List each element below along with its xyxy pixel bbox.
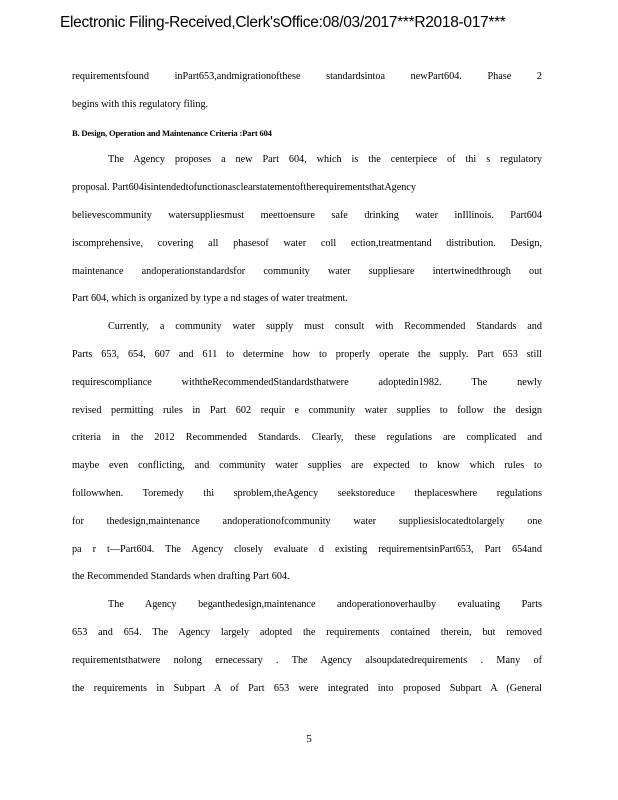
text-line: begins with this regulatory filing. xyxy=(72,98,209,110)
page-number: 5 xyxy=(306,733,312,745)
text-line: proposal. Part604isintendedtofunctionasclearstatementoftherequirementsthatAgency xyxy=(72,182,417,194)
text-line: followwhen. Toremedy thi sproblem,theAgency seekstoreduce theplaceswhere regulations xyxy=(72,487,542,499)
text-line: The Agency beganthedesign,maintenance andoperationoverhaulby evaluating Parts xyxy=(108,599,542,611)
text-line: The Agency proposes a new Part 604, which is the centerpiece of thi s regulatory xyxy=(108,154,542,166)
text-line: requirescompliance withtheRecommendedStandardsthatwere adoptedin1982. The newly xyxy=(72,376,542,388)
text-line: requirementsfound inPart653,andmigrationofthese standardsintoa newPart604. Phase 2 xyxy=(72,71,542,82)
document-body xyxy=(72,70,542,709)
section-heading: B. Design, Operation and Maintenance Criteria :Part 604 xyxy=(72,127,272,138)
text-line: Parts 653, 654, 607 and 611 to determine how to properly operate the supply. Part 653 still xyxy=(72,348,542,360)
text-line: iscomprehensive, covering all phasesof water coll ection,treatmentand distribution. Design, xyxy=(72,237,542,249)
text-line: believescommunity watersuppliesmust meettoensure safe drinking water inIllinois. Part604 xyxy=(72,209,542,221)
text-line: maybe even conflicting, and community water supplies are expected to know which rules to xyxy=(72,460,542,472)
text-line: criteria in the 2012 Recommended Standards. Clearly, these regulations are complicated and xyxy=(72,432,542,444)
text-line: Part 604, which is organized by type a nd stages of water treatment. xyxy=(72,293,348,305)
text-line: requirementsthatwere nolong ernecessary . The Agency alsoupdatedrequirements . Many of xyxy=(72,654,542,666)
text-line: Currently, a community water supply must consult with Recommended Standards and xyxy=(108,321,542,333)
text-line: for thedesign,maintenance andoperationofcommunity water suppliesislocatedtolargely one xyxy=(72,515,542,527)
text-line: revised permitting rules in Part 602 requir e community water supplies to follow the design xyxy=(72,404,542,416)
text-line: the Recommended Standards when drafting Part 604. xyxy=(72,571,290,583)
text-line: 653 and 654. The Agency largely adopted the requirements contained therein, but removed xyxy=(72,626,542,638)
text-line: maintenance andoperationstandardsfor community water suppliesare intertwinedthrough out xyxy=(72,265,542,277)
text-line: pa r t—Part604. The Agency closely evaluate d existing requirementsinPart653, Part 654and xyxy=(72,543,542,555)
filing-header: Electronic Filing-Received,Clerk'sOffice:08/03/2017***R2018-017*** xyxy=(60,14,506,31)
text-line: the requirements in Subpart A of Part 653 were integrated into proposed Subpart A (General xyxy=(72,682,542,694)
